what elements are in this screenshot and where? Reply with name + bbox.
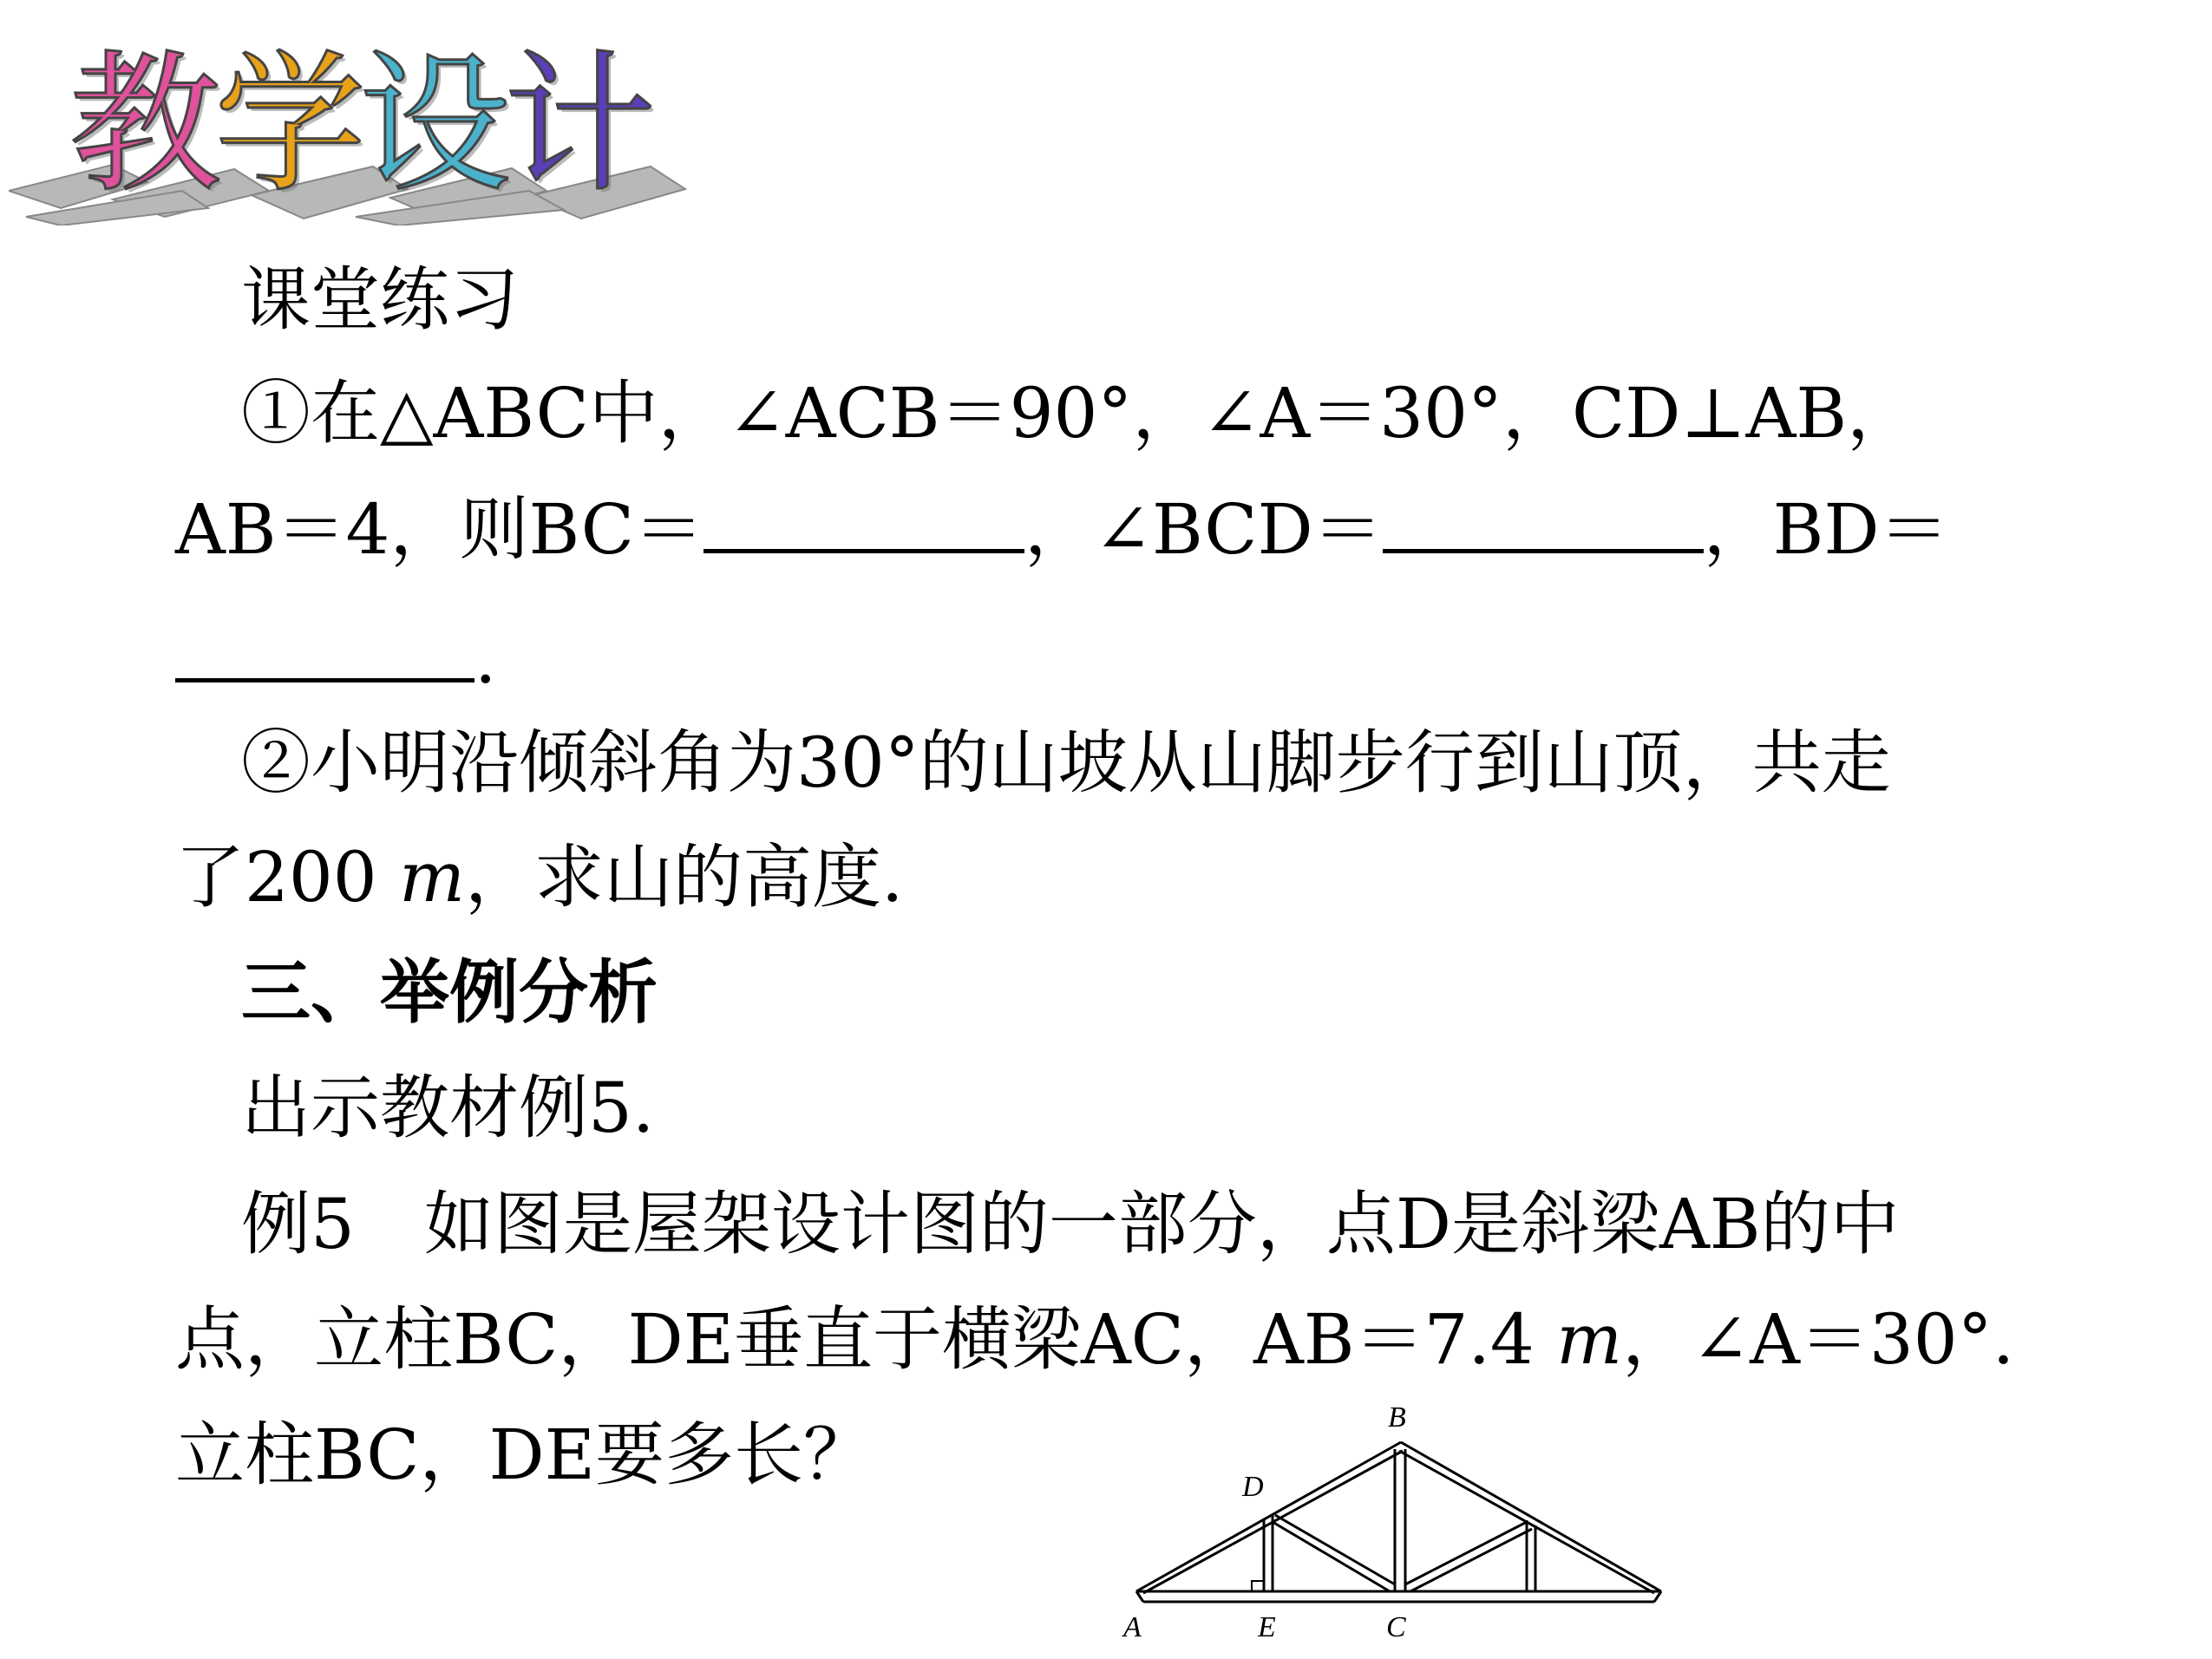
example-5-line-3: 立柱BC，DE要多长？ — [175, 1414, 874, 1495]
exercise-1-text-c: ，BD＝ — [1703, 489, 1949, 570]
exercise-1-text-a: AB＝4，则BC＝ — [175, 489, 704, 570]
brace-right-2 — [1410, 1529, 1532, 1591]
label-e: E — [1258, 1611, 1276, 1643]
show-example-line: 出示教材例5. — [241, 1068, 655, 1148]
label-b: B — [1388, 1401, 1406, 1434]
example-5-text-a: 点，立柱BC，DE垂直于横梁AC，AB＝7.4 — [175, 1299, 1557, 1380]
answer-blank-bc — [704, 488, 1024, 553]
title-text — [69, 35, 649, 217]
example-5-text-b: ，∠A＝30°. — [1622, 1299, 2015, 1380]
unit-m: m — [399, 837, 465, 918]
title-char-2: 学 — [214, 37, 359, 213]
title-char-4: 计 — [504, 37, 649, 213]
example-5-line-2 — [175, 1297, 2014, 1383]
brace-left-1 — [1273, 1522, 1390, 1591]
exercise-1-period: . — [474, 618, 497, 699]
exercise-1-text-b: ，∠BCD＝ — [1024, 489, 1383, 570]
exercise-2-line-2 — [175, 834, 903, 921]
brace-right-1 — [1405, 1522, 1527, 1584]
answer-blank-bcd — [1383, 488, 1704, 553]
exercise-1-line-2 — [175, 487, 1949, 573]
roof-truss-diagram — [1119, 1392, 1709, 1652]
unit-m-2: m — [1556, 1299, 1623, 1380]
title-char-1: 教 — [69, 37, 214, 213]
section-heading-practice: 课堂练习 — [241, 259, 519, 340]
exercise-2-text-b: ，求山的高度. — [464, 837, 904, 918]
brace-left-2 — [1275, 1515, 1395, 1584]
label-d: D — [1242, 1471, 1264, 1503]
exercise-2-text-a: 了200 — [175, 837, 400, 918]
rafter-right-outer — [1401, 1442, 1661, 1591]
right-angle-mark — [1252, 1581, 1264, 1591]
exercise-1-line-3 — [175, 616, 496, 702]
title-char-3: 设 — [359, 37, 504, 213]
title-banner — [0, 35, 781, 234]
label-a: A — [1123, 1611, 1142, 1643]
rafter-left-outer — [1136, 1442, 1401, 1591]
section-heading-examples: 三、举例分析 — [241, 952, 658, 1033]
exercise-2-line-1: ②小明沿倾斜角为30°的山坡从山脚步行到山顶，共走 — [241, 722, 1891, 803]
label-c: C — [1386, 1611, 1406, 1643]
example-5-line-1: 例5 如图是屋架设计图的一部分，点D是斜梁AB的中 — [241, 1184, 1900, 1264]
exercise-1-line-1: ①在△ABC中，∠ACB＝90°，∠A＝30°，CD⊥AB， — [241, 373, 1917, 454]
answer-blank-bd — [175, 617, 474, 683]
